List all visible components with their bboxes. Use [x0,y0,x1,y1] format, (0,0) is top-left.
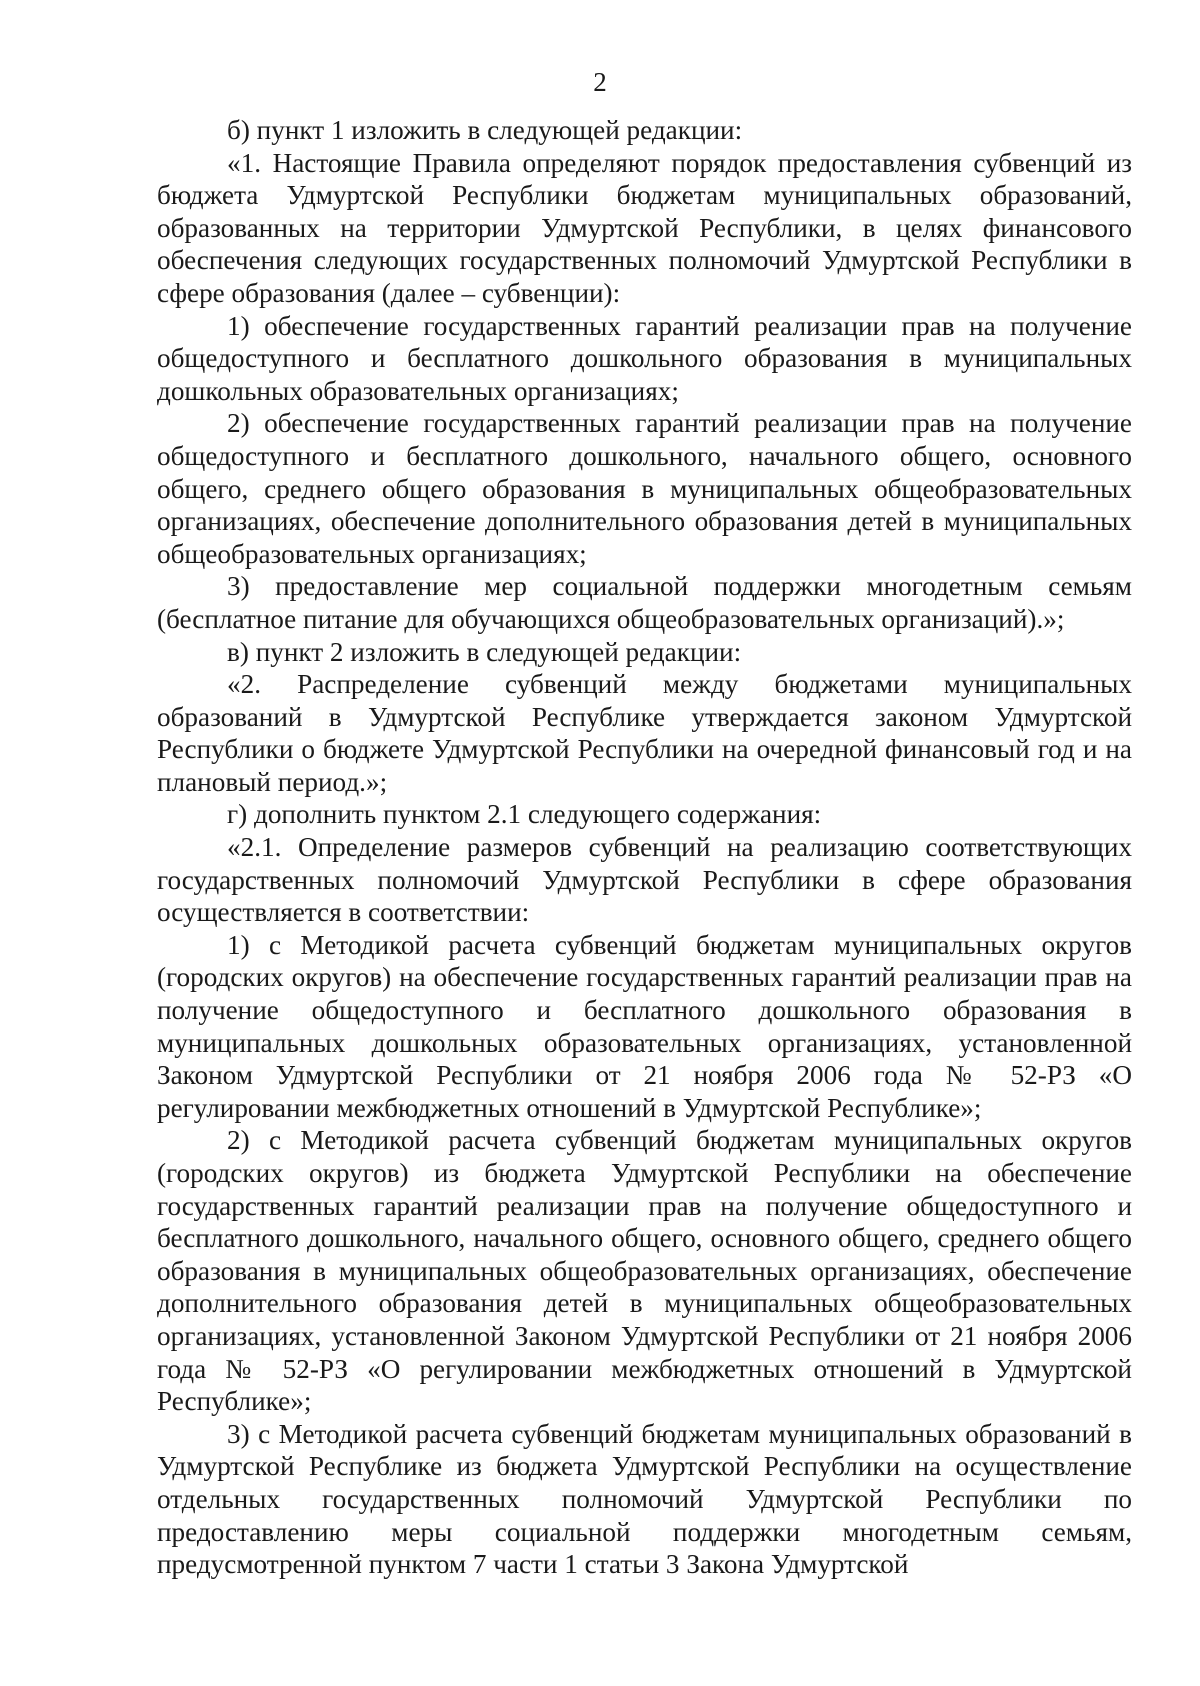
paragraph-b: б) пункт 1 изложить в следующей редакции: [227,115,743,145]
page-number: 2 [593,67,607,97]
paragraph-rule-2-1: «2.1. Определение размеров субвенций на реализацию соответствующих государственных полномочий Удмуртской Республики в сфере образования осуществляется в соответствии: [157,832,1132,928]
paragraph-v: в) пункт 2 изложить в следующей редакции: [227,636,742,667]
list-item-1: 1) обеспечение государственных гарантий реализации прав на получение общедоступного и бесплатного дошкольного образования в муниципальных дошкольных образовательных организациях; [157,310,1132,406]
paragraph-rule-2: «2. Распределение субвенций между бюджетами муниципальных образований в Удмуртской Республике утверждается законом Удмуртской Республики о бюджете Удмуртской Республики на очередной финансовый год и на плановый период.»; [157,669,1132,797]
paragraph-g: г) дополнить пунктом 2.1 следующего содержания: [227,799,822,830]
list-item-3: 3) предоставление мер социальной поддержки многодетным семьям (бесплатное питание для обучающихся общеобразовательных организаций).»; [157,571,1132,634]
methodology-item-3: 3) с Методикой расчета субвенций бюджетам муниципальных образований в Удмуртской Республике из бюджета Удмуртской Республики на осуществление отдельных государственных полномочий Удмуртской Республики по предоставлению меры социальной поддержки многодетным семьям, предусмотренной пунктом 7 части 1 статьи 3 Закона Удмуртской [157,1418,1132,1580]
list-item-2: 2) обеспечение государственных гарантий реализации прав на получение общедоступного и бесплатного дошкольного, начального общего, основного общего, среднего общего образования в муниципальных общеобразовательных организациях, обеспечение дополнительного образования детей в муниципальных общеобразовательных организациях; [157,408,1132,569]
methodology-item-1: 1) с Методикой расчета субвенций бюджетам муниципальных округов (городских округов) на обеспечение государственных гарантий реализации прав на получение общедоступного и бесплатного дошкольного образования в муниципальных дошкольных образовательных организациях, установленной Законом Удмуртской Республики от 21 ноября 2006 года № 52-РЗ «О регулировании межбюджетных отношений в Удмуртской Республике»; [157,929,1132,1123]
paragraph-rule-1: «1. Настоящие Правила определяют порядок предоставления субвенций из бюджета Удмуртской Республики бюджетам муниципальных образований, образованных на территории Удмуртской Республики, в целях финансового обеспечения следующих государственных полномочий Удмуртской Республики в сфере образования (далее – субвенции): [157,147,1132,308]
methodology-item-2: 2) с Методикой расчета субвенций бюджетам муниципальных округов (городских округов) из бюджета Удмуртской Республики на обеспечение государственных гарантий реализации прав на получение общедоступного и бесплатного дошкольного, начального общего, основного общего, среднего общего образования в муниципальных общеобразовательных организациях, обеспечение дополнительного образования детей в муниципальных общеобразовательных организациях, установленной Законом Удмуртской Республики от 21 ноября 2006 года № 52-РЗ «О регулировании межбюджетных отношений в Удмуртской Республике»; [157,1125,1132,1417]
document-body [157,114,1132,1581]
